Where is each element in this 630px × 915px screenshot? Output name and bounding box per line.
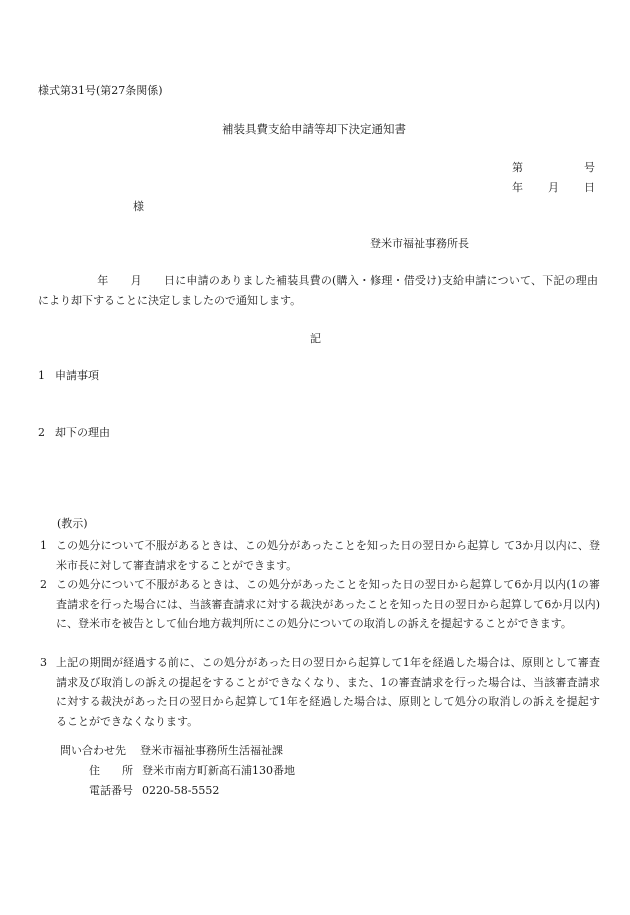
doc-number-prefix: 第 bbox=[512, 161, 523, 174]
document-title: 補装具費支給申請等却下決定通知書 bbox=[222, 122, 406, 136]
body-month: 月 bbox=[130, 274, 142, 287]
item-number: 1 bbox=[38, 369, 45, 382]
note-text: この処分について不服があるときは、この処分があったことを知った日の翌日から起算し て3か月以内に、登米市長に対して審査請求をすることができます。 bbox=[56, 539, 600, 572]
contact-address bbox=[89, 765, 295, 776]
contact-value: 登米市福祉事務所生活福祉課 bbox=[140, 744, 283, 757]
issuer: 登米市福祉事務所長 bbox=[370, 237, 469, 250]
body-year: 年 bbox=[97, 274, 109, 287]
contact-label: 電話番号 bbox=[89, 784, 133, 797]
body-paragraph bbox=[38, 271, 598, 311]
item-application bbox=[38, 370, 99, 381]
instruction-note-1 bbox=[40, 536, 600, 575]
instruction-note-2 bbox=[40, 575, 600, 634]
note-number: 3 bbox=[40, 656, 47, 669]
note-number: 1 bbox=[40, 539, 47, 552]
date-month: 月 bbox=[548, 181, 559, 194]
item-rejection-reason bbox=[38, 427, 110, 438]
note-text: この処分について不服があるときは、この処分があったことを知った日の翌日から起算して6か月以内(1の審査請求を行った場合には、当該審査請求に対する裁決があったことを知った日の翌日から起算して6か月以内)に、登米市を被告として仙台地方裁判所にこの処分についての取消しの訴えを提起することができます。 bbox=[56, 578, 600, 630]
addressee: 様 bbox=[133, 200, 144, 213]
contact-label: 問い合わせ先 bbox=[60, 744, 126, 757]
contact-value: 0220-58-5552 bbox=[142, 784, 220, 797]
contact-phone bbox=[89, 785, 219, 796]
body-text: 日に申請のありました補装具費の(購入・修理・借受け)支給申請について、下記の理由により却下することに決定しましたので通知します。 bbox=[38, 274, 599, 307]
doc-number-suffix: 号 bbox=[584, 161, 595, 174]
contact-inquiry bbox=[60, 745, 283, 756]
instruction-note-3 bbox=[40, 653, 600, 731]
instruction-heading: (教示) bbox=[57, 517, 88, 530]
form-number: 様式第31号(第27条関係) bbox=[38, 84, 163, 97]
date-day: 日 bbox=[584, 181, 595, 194]
item-label: 申請事項 bbox=[55, 369, 99, 382]
contact-value: 登米市南方町新高石浦130番地 bbox=[142, 764, 295, 777]
contact-label: 住 所 bbox=[89, 764, 133, 777]
item-label: 却下の理由 bbox=[55, 426, 110, 439]
date-year: 年 bbox=[512, 181, 523, 194]
ki-heading: 記 bbox=[310, 332, 321, 345]
note-text: 上記の期間が経過する前に、この処分があった日の翌日から起算して1年を経過した場合は、原則として審査請求及び取消しの訴えの提起をすることができなくなり、また、1の審査請求を行った場合は、当該審査請求に対する裁決があった日の翌日から起算して1年を経過した場合は、原則として処分の取消しの訴えを提起することができなくなります。 bbox=[56, 656, 600, 728]
note-number: 2 bbox=[40, 578, 47, 591]
item-number: 2 bbox=[38, 426, 45, 439]
